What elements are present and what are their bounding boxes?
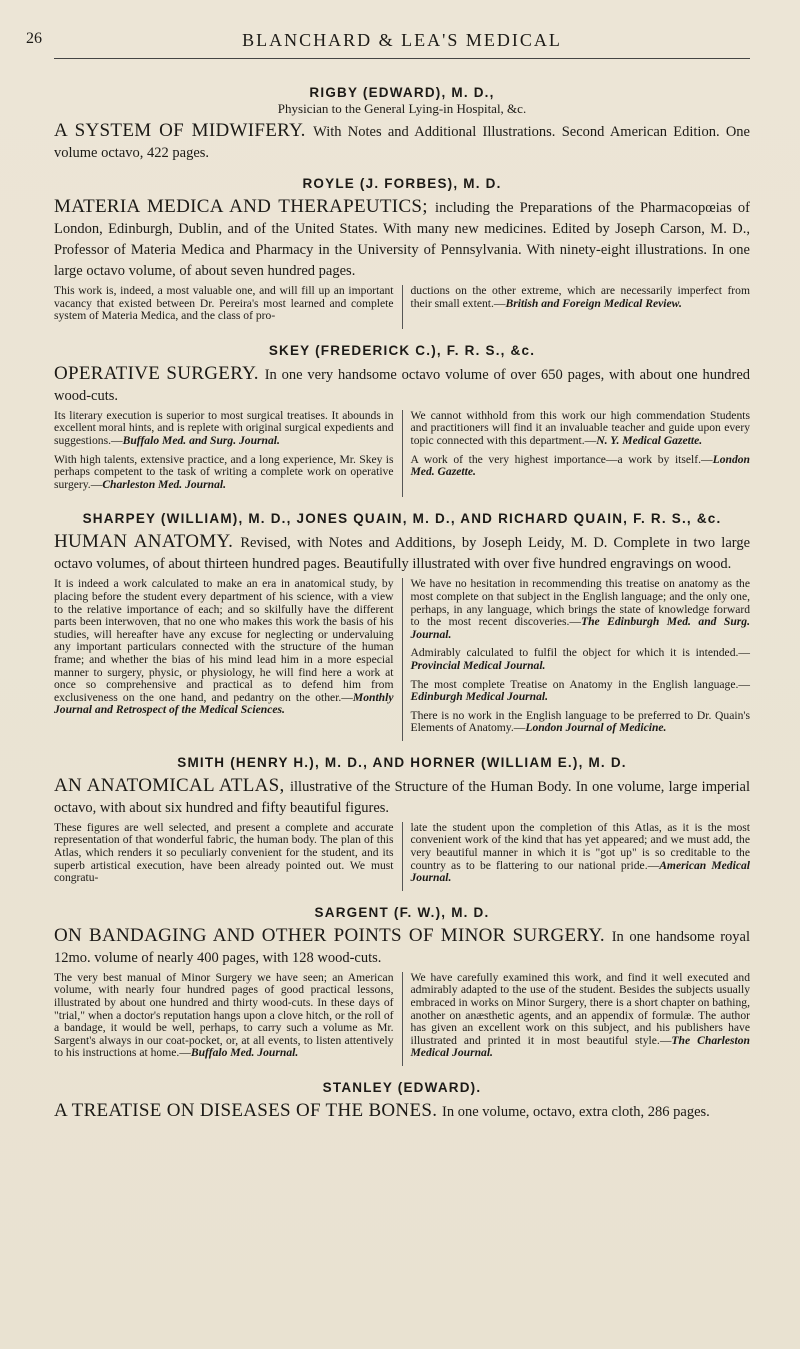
book-title: ON BANDAGING AND OTHER POINTS OF MINOR SURGERY. (54, 924, 605, 946)
book-title: MATERIA MEDICA AND THERAPEUTICS; (54, 196, 428, 217)
review-column-right (403, 822, 751, 891)
review-column-left (54, 410, 403, 498)
review-source: Edinburgh Medical Journal. (410, 690, 549, 704)
review-column-left (54, 578, 403, 741)
review-text: ductions on the other extreme, which are necessarily imperfect from their small extent.— (410, 284, 750, 310)
book-description: In one handsome royal 12mo. volume of nearly 400 pages, with 128 wood-cuts. (54, 928, 751, 966)
page-header (26, 0, 750, 59)
review-quote (411, 972, 751, 1060)
author-heading: RIGBY (EDWARD), M. D., (309, 85, 495, 100)
author-heading: SKEY (FREDERICK C.), F. R. S., &c. (268, 342, 536, 358)
review-text: A work of the very highest importance—a work by itself.— (410, 452, 713, 466)
book-description: In one volume, octavo, extra cloth, 286 pages. (442, 1104, 710, 1120)
review-source: N. Y. Medical Gazette. (596, 433, 703, 447)
review-columns (54, 578, 750, 741)
review-column-left (54, 972, 403, 1066)
review-quote (54, 578, 394, 717)
book-description: With Notes and Additional Illustrations. Second American Edition. One volume octavo, 422 pages. (54, 124, 750, 161)
review-text: The most complete Treatise on Anatomy in the English language.— (410, 677, 750, 691)
review-quote (411, 822, 751, 885)
review-quote (54, 454, 394, 492)
book-description: Revised, with Notes and Additions, by Joseph Leidy, M. D. Complete in two large octavo volumes, of about thirteen hundred pages. Beautifully illustrated with over five hundred engravings on wood. (54, 535, 751, 573)
book-listing (54, 196, 750, 280)
review-quote (411, 679, 751, 704)
book-title: OPERATIVE SURGERY. (54, 362, 259, 384)
author-affiliation: Physician to the General Lying-in Hospital, &c. (277, 101, 527, 116)
review-column-left (54, 822, 403, 891)
catalogue-entry (54, 755, 750, 891)
review-text: Its literary execution is superior to most surgical treatises. It abounds in excellent moral hints, and is replete with original surgical expedients and suggestions.— (54, 408, 394, 447)
review-quote (54, 972, 394, 1060)
review-quote (411, 710, 751, 735)
book-title: HUMAN ANATOMY. (54, 531, 234, 553)
review-columns (54, 822, 750, 891)
author-heading: SMITH (HENRY H.), M. D., AND HORNER (WILLIAM E.), M. D. (177, 754, 627, 770)
review-quote (54, 285, 394, 323)
review-source: Provincial Medical Journal. (410, 658, 546, 672)
review-text: The very best manual of Minor Surgery we have seen; an American volume, with nearly four hundred pages of good practical lessons, illustrated by about one hundred and thirty wood-cuts. In these days of "trial," when a doctor's reputation hangs upon a clove hitch, or the roll of a bandage, it would be well, perhaps, to carry such a volume as Mr. Sargent's always in our coat-pocket, or, at all events, to listen attentively to his instructions at home.— (54, 970, 394, 1060)
catalogue-entries (54, 85, 750, 1121)
author-heading: STANLEY (EDWARD). (322, 1080, 482, 1095)
review-source: American Medical Journal. (410, 858, 750, 885)
running-head: BLANCHARD & LEA'S MEDICAL (242, 30, 562, 50)
review-text: We cannot withhold from this work our high commendation Students and practitioners will find it an invaluable teacher and guide upon every topic connected with this department.— (410, 408, 750, 447)
catalogue-entry (54, 511, 750, 741)
catalogue-entry (54, 1080, 750, 1121)
review-columns (54, 972, 750, 1066)
review-source: British and Foreign Medical Review. (505, 296, 682, 310)
review-source: Charleston Med. Journal. (102, 477, 227, 491)
review-text: It is indeed a work calculated to make an era in anatomical study, by placing before the student every department of his science, with a view to the relative importance of each; and so skilfully have the different parts been interwoven, that no one who makes this work the basis of his studies, will hereafter have any excuse for neglecting or undervaluing any important particulars connected with the structure of the human frame; and whether the bias of his mind lead him in a more especial manner to surgery, physic, or physiology, he will find here a work at once so comprehensive and practical as to defend him from exclusiveness on the one hand, and pedantry on the other.— (54, 577, 394, 704)
author-heading: ROYLE (J. FORBES), M. D. (302, 176, 502, 191)
book-title: A TREATISE ON DISEASES OF THE BONES. (54, 1100, 438, 1121)
book-listing (54, 1100, 750, 1121)
book-title: A SYSTEM OF MIDWIFERY. (54, 120, 306, 141)
review-text: This work is, indeed, a most valuable one, and will fill up an important vacancy that existed between Dr. Pereira's most learned and complete system of Materia Medica, and the class of pro- (54, 284, 394, 323)
review-column-left (54, 285, 403, 329)
catalogue-entry (54, 85, 750, 162)
review-quote (54, 822, 394, 885)
review-source: London Journal of Medicine. (525, 721, 667, 735)
review-column-right (403, 285, 751, 329)
book-description: illustrative of the Structure of the Human Body. In one volume, large imperial octavo, with about six hundred and fifty beautiful figures. (54, 778, 750, 816)
review-columns (54, 285, 750, 329)
book-description: including the Preparations of the Pharmacopœias of London, Edinburgh, Dublin, and of the United States. With many new medicines. Edited by Joseph Carson, M. D., Professor of Materia Medica and Pharmacy in the University of Pennsylvania. With ninety-eight illustrations. In one large octavo volume, of about seven hundred pages. (54, 200, 750, 279)
author-heading: SARGENT (F. W.), M. D. (314, 904, 490, 920)
review-text: Admirably calculated to fulfil the object for which it is intended.— (410, 646, 750, 660)
book-title: AN ANATOMICAL ATLAS, (54, 774, 285, 796)
review-quote (54, 410, 394, 448)
book-description: In one very handsome octavo volume of over 650 pages, with about one hundred wood-cuts. (54, 366, 751, 404)
review-column-right (403, 578, 751, 741)
review-source: The Edinburgh Med. and Surg. Journal. (410, 615, 750, 641)
review-text: There is no work in the English language to be preferred to Dr. Quain's Elements of Anatomy.— (410, 708, 750, 735)
catalogue-entry (54, 343, 750, 498)
review-source: Buffalo Med. Journal. (190, 1046, 299, 1060)
review-source: London Med. Gazette. (410, 452, 750, 479)
review-quote (411, 285, 751, 310)
review-quote (411, 410, 751, 448)
review-text: We have no hesitation in recommending this treatise on anatomy as the most complete on that subject in the English language; and the only one, perhaps, in any language, which brings the state of knowledge forward to the most recent discoveries.— (410, 577, 750, 629)
review-source: Monthly Journal and Retrospect of the Medical Sciences. (54, 690, 394, 717)
page-number: 26 (26, 30, 42, 47)
review-columns (54, 410, 750, 498)
book-listing (54, 120, 750, 162)
review-source: Buffalo Med. and Surg. Journal. (122, 433, 280, 447)
book-listing (54, 775, 750, 817)
review-column-right (403, 410, 751, 498)
book-listing (54, 363, 750, 405)
book-listing (54, 531, 750, 573)
review-text: With high talents, extensive practice, and a long experience, Mr. Skey is perhaps competent to the task of writing a complete work on operative surgery.— (54, 452, 394, 491)
book-listing (54, 925, 750, 967)
review-column-right (403, 972, 751, 1066)
review-text: late the student upon the completion of this Atlas, as it is the most convenient work of the kind that has yet appeared; and we must add, the very beautiful manner in which it is "got up" is so creditable to the country as to be flattering to our national pride.— (410, 820, 750, 872)
catalogue-entry (54, 176, 750, 329)
review-quote (411, 647, 751, 672)
review-text: We have carefully examined this work, and find it well executed and admirably adapted to the use of the student. Besides the subjects usually embraced in works on Minor Surgery, there is a short chapter on bathing, another on anæsthetic agents, and an appendix of formulæ. The author has given an excellent work on this subject, and his publishers have illustrated and printed it in most beautiful style.— (410, 970, 750, 1047)
review-quote (411, 454, 751, 479)
review-text: These figures are well selected, and present a complete and accurate representation of that wonderful fabric, the human body. The plan of this Atlas, which renders it so peculiarly convenient for the student, and its superb artistical execution, have been already pointed out. We must congratu- (54, 820, 394, 885)
catalogue-entry (54, 905, 750, 1066)
review-source: The Charleston Medical Journal. (410, 1033, 750, 1060)
review-quote (411, 578, 751, 641)
author-heading: SHARPEY (WILLIAM), M. D., JONES QUAIN, M. D., AND RICHARD QUAIN, F. R. S., &c. (82, 511, 722, 527)
